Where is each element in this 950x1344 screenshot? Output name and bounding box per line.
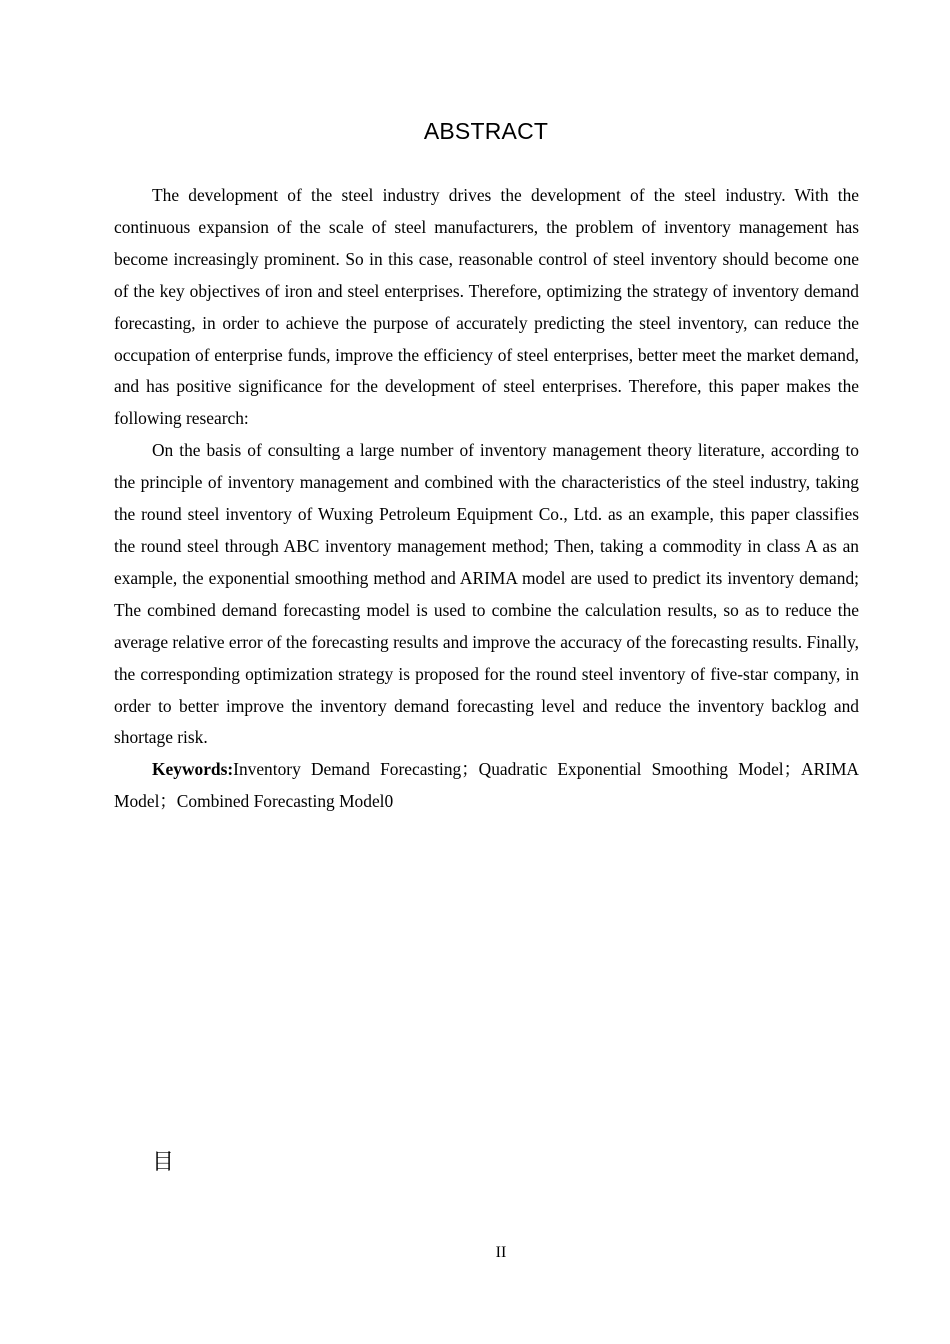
abstract-body [114, 180, 859, 818]
abstract-paragraph-2: On the basis of consulting a large number of inventory management theory literature, according to the principle of inventory management and combined with the characteristics of the steel industry, taking the round steel inventory of Wuxing Petroleum Equipment Co., Ltd. as an example, this paper classifies the round steel through ABC inventory management method; Then, taking a commodity in class A as an example, the exponential smoothing method and ARIMA model are used to predict its inventory demand; The combined demand forecasting model is used to combine the calculation results, so as to reduce the average relative error of the forecasting results and improve the accuracy of the forecasting results. Finally, the corresponding optimization strategy is proposed for the round steel inventory of five-star company, in order to better improve the inventory demand forecasting level and reduce the inventory backlog and shortage risk. [114, 440, 859, 748]
abstract-paragraph-1: The development of the steel industry drives the development of the steel industry. With the continuous expansion of the scale of steel manufacturers, the problem of inventory management has become increasingly prominent. So in this case, reasonable control of steel inventory should become one of the key objectives of iron and steel enterprises. Therefore, optimizing the strategy of inventory demand forecasting, in order to achieve the purpose of accurately predicting the steel inventory, can reduce the occupation of enterprise funds, improve the efficiency of steel enterprises, better meet the market demand, and has positive significance for the development of steel enterprises. Therefore, this paper makes the following research: [114, 185, 859, 429]
keywords-paragraph [114, 754, 859, 818]
table-of-contents-heading-fragment: 目 [152, 1150, 175, 1175]
keywords-text: Inventory Demand Forecasting；Quadratic Exponential Smoothing Model；ARIMA Model；Combined Forecasting Model0 [114, 759, 859, 812]
keywords-label: Keywords: [152, 759, 234, 780]
page-number: II [495, 1244, 507, 1261]
abstract-title: ABSTRACT [423, 118, 549, 144]
